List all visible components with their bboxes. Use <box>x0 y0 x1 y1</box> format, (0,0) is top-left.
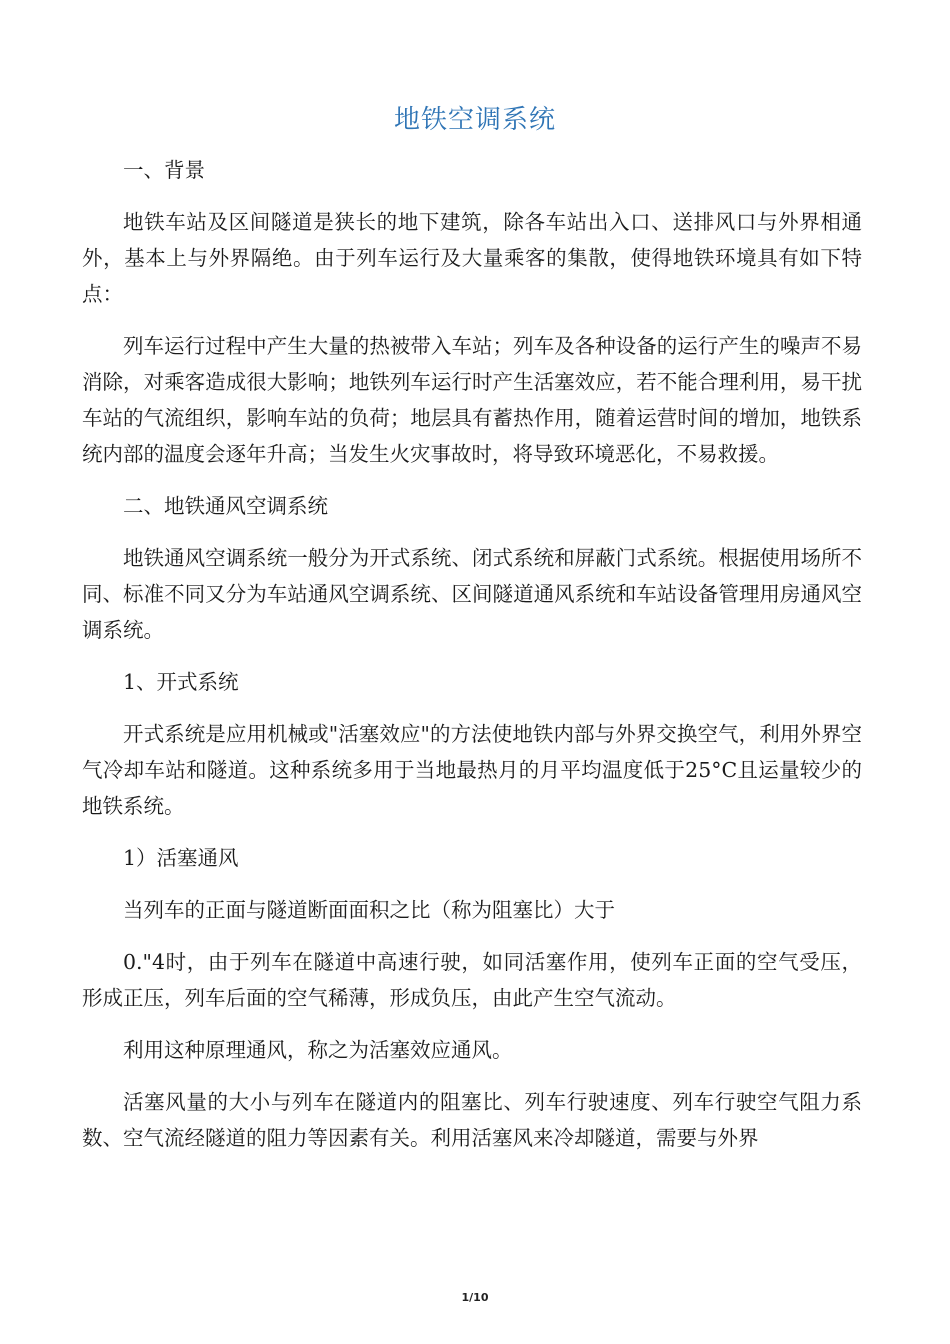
paragraph-piston-1: 当列车的正面与隧道断面面积之比（称为阻塞比）大于 <box>123 898 615 922</box>
page-title: 地铁空调系统 <box>393 105 556 135</box>
paragraph-ventilation-system-1: 地铁通风空调系统一般分为开式系统、闭式系统和屏蔽门式系统。根据使用场所不同、标准不同又分为车站通风空调系统、区间隧道通风系统和车站设备管理用房通风空调系统。 <box>82 546 862 642</box>
page-number: 1/10 <box>461 1291 489 1304</box>
paragraph-piston-4: 活塞风量的大小与列车在隧道内的阻塞比、列车行驶速度、列车行驶空气阻力系数、空气流经隧道的阻力等因素有关。利用活塞风来冷却隧道，需要与外界 <box>82 1090 862 1150</box>
section-heading-ventilation-system: 二、地铁通风空调系统 <box>123 494 328 518</box>
paragraph-open-system-1: 开式系统是应用机械或"活塞效应"的方法使地铁内部与外界交换空气，利用外界空气冷却车站和隧道。这种系统多用于当地最热月的月平均温度低于25°C且运量较少的地铁系统。 <box>82 722 862 818</box>
paragraph-piston-3: 利用这种原理通风，称之为活塞效应通风。 <box>123 1038 513 1062</box>
subsection-heading-piston-ventilation: 1）活塞通风 <box>123 846 239 870</box>
subsection-heading-open-system: 1、开式系统 <box>123 670 239 694</box>
paragraph-background-1: 地铁车站及区间隧道是狭长的地下建筑，除各车站出入口、送排风口与外界相通外，基本上与外界隔绝。由于列车运行及大量乘客的集散，使得地铁环境具有如下特点： <box>82 210 862 306</box>
paragraph-background-2: 列车运行过程中产生大量的热被带入车站；列车及各种设备的运行产生的噪声不易消除，对乘客造成很大影响；地铁列车运行时产生活塞效应，若不能合理利用，易干扰车站的气流组织，影响车站的负荷；地层具有蓄热作用，随着运营时间的增加，地铁系统内部的温度会逐年升高；当发生火灾事故时，将导致环境恶化，不易救援。 <box>82 334 862 466</box>
section-heading-background: 一、背景 <box>123 158 205 182</box>
paragraph-piston-2: 0."4时，由于列车在隧道中高速行驶，如同活塞作用，使列车正面的空气受压，形成正压，列车后面的空气稀薄，形成负压，由此产生空气流动。 <box>82 950 862 1010</box>
document-body <box>82 152 862 1172</box>
